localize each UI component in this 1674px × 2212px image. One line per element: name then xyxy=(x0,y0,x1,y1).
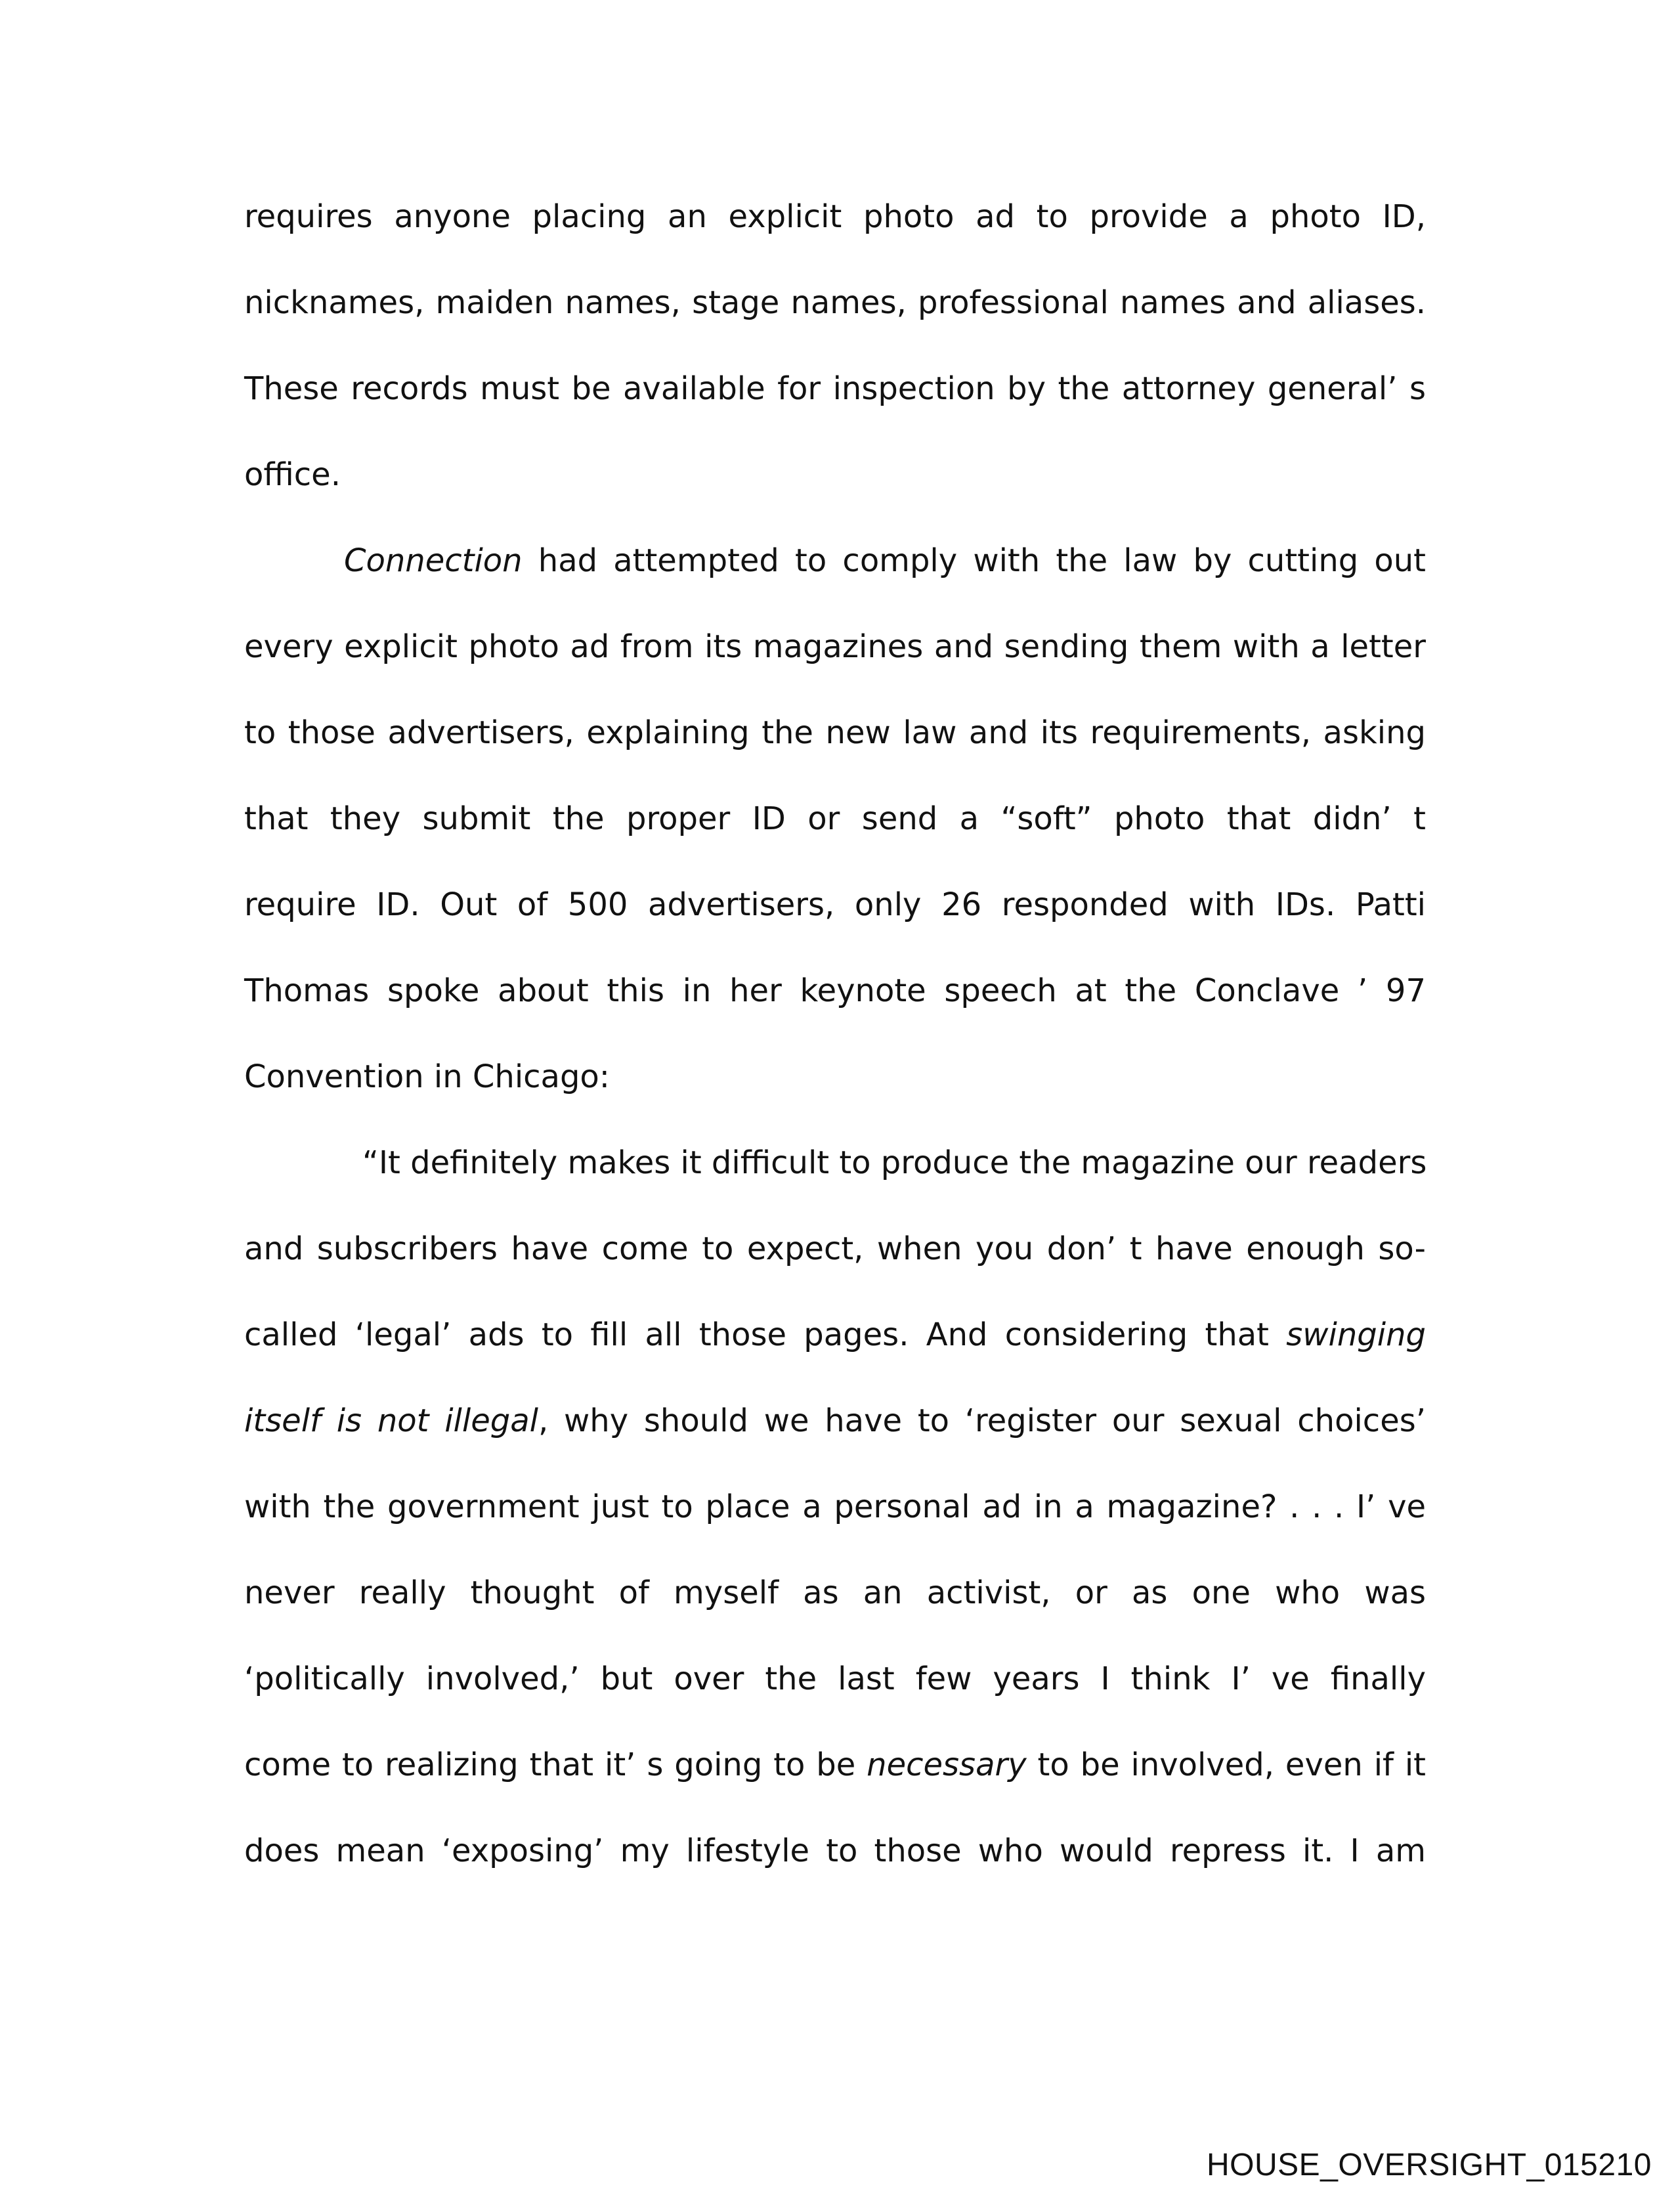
italic-emphasis: itself is not illegal xyxy=(244,1402,538,1439)
text-line: and subscribers have come to expect, when you don’ t have enough so- xyxy=(244,1230,1426,1267)
text-line: Convention in Chicago: xyxy=(244,1058,610,1095)
text-line: “It definitely makes it difficult to produce the magazine our readers xyxy=(362,1144,1427,1181)
text-line: every explicit photo ad from its magazines and sending them with a letter xyxy=(244,628,1426,665)
text-line: requires anyone placing an explicit photo ad to provide a photo ID, xyxy=(244,198,1426,235)
text-line: Connection had attempted to comply with the law by cutting out xyxy=(344,542,1426,579)
text-line: with the government just to place a personal ad in a magazine? . . . I’ ve xyxy=(244,1488,1426,1525)
text-line: office. xyxy=(244,456,341,493)
text-line: called ‘legal’ ads to fill all those pages. And considering that swinging xyxy=(244,1316,1426,1353)
italic-emphasis: necessary xyxy=(867,1746,1027,1783)
italic-emphasis: swinging xyxy=(1286,1316,1426,1353)
text-line: to those advertisers, explaining the new law and its requirements, asking xyxy=(244,714,1426,751)
text-line: come to realizing that it’ s going to be necessary to be involved, even if it xyxy=(244,1746,1427,1783)
text-line: never really thought of myself as an activist, or as one who was xyxy=(244,1574,1426,1611)
text-line: does mean ‘exposing’ my lifestyle to those who would repress it. I am xyxy=(244,1832,1426,1869)
text-line: that they submit the proper ID or send a “soft” photo that didn’ t xyxy=(244,800,1426,837)
text-line: ‘politically involved,’ but over the last few years I think I’ ve finally xyxy=(244,1660,1426,1697)
italic-magazine-title: Connection xyxy=(344,542,523,579)
bates-number: HOUSE_OVERSIGHT_015210 xyxy=(1207,2148,1652,2182)
text-line: require ID. Out of 500 advertisers, only 26 responded with IDs. Patti xyxy=(244,886,1426,923)
text-line: These records must be available for inspection by the attorney general’ s xyxy=(244,370,1426,407)
text-line: Thomas spoke about this in her keynote speech at the Conclave ’ 97 xyxy=(244,972,1426,1009)
text-line: itself is not illegal, why should we have to ‘register our sexual choices’ xyxy=(244,1402,1426,1439)
text-line: nicknames, maiden names, stage names, professional names and aliases. xyxy=(244,284,1426,321)
